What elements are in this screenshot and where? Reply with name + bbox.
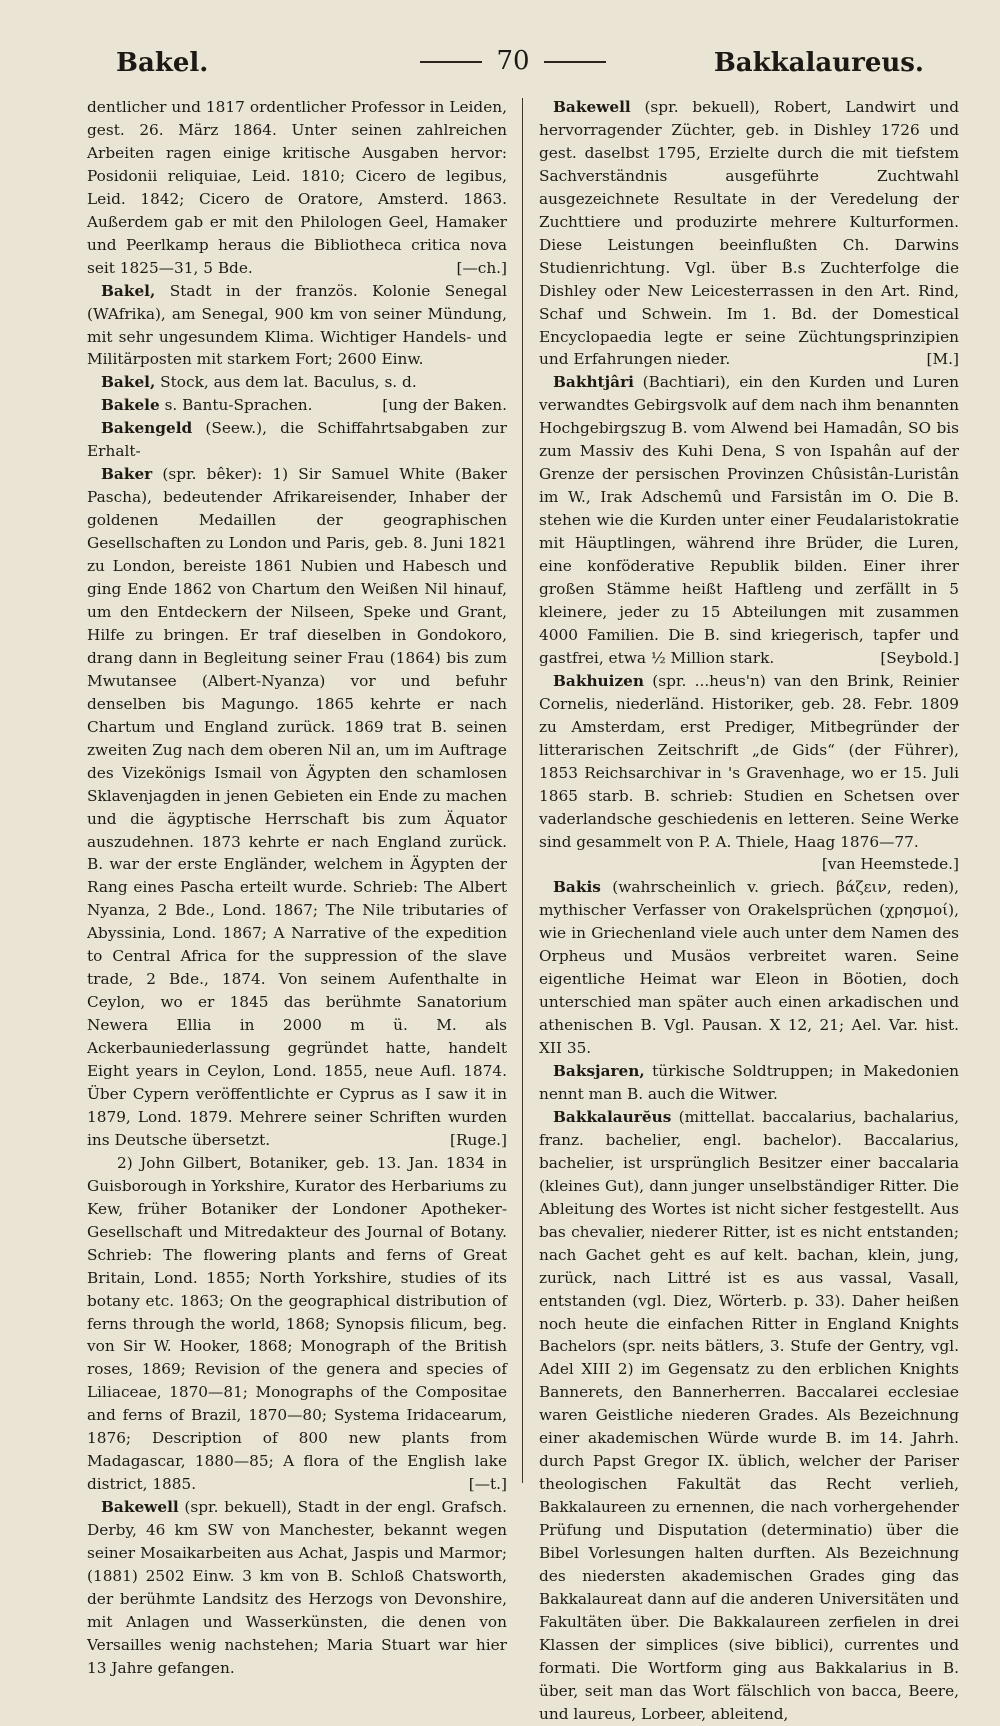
entry-text: türkische Soldtruppen; in Makedonien nennt man B. auch die Witwer. (539, 1062, 959, 1103)
entry-headword: Bakewell (553, 98, 631, 116)
entry-paragraph (87, 394, 507, 417)
entry-paragraph (87, 96, 507, 280)
entry-text: Stadt in der französ. Kolonie Senegal (WAfrika), am Senegal, 900 km von seiner Mündung, mit sehr ungesundem Klima. Wichtiger Handels- und Militärposten mit starkem Fort; 2600 Einw. (87, 281, 507, 369)
header-rule-right (544, 61, 606, 63)
entry-text: (Bachtiari), ein den Kurden und Luren verwandtes Gebirgsvolk auf dem nach ihm benannten Hochgebirgszug B. vom Alwend bei Hamadân, SO bis zum Massiv des Kuhi Dena, S von Ispahân auf der Grenze der persischen Provinzen Chûsistân-Luristân im W., Irak Adschemû und Farsistân im O. Die B. stehen wie die Kurden unter einer Feudalaristokratie mit Häuptlingen, während ihre Brüder, die Luren, eine konföderative Republik bilden. Einer ihrer großen Stämme heißt Haftleng und zerfällt in 5 kleinere, jeder zu 15 Abteilungen mit zusammen 4000 Familien. Die B. sind kriegerisch, tapfer und gastfrei, etwa ½ Million stark. (539, 373, 959, 667)
entry-paragraph (87, 371, 507, 394)
author-signature: [Seybold.] (880, 648, 959, 667)
author-signature: [van Heemstede.] (821, 855, 959, 874)
entry-headword: Baker (101, 465, 153, 484)
entry-paragraph (539, 1060, 959, 1106)
entry-text: 2) John Gilbert, Botaniker, geb. 13. Jan. 1834 in Guisborough in Yorkshire, Kurator des Herbariums zu Kew, früher Botaniker der Londoner Apotheker-Gesellschaft und Mitredakteur des Journal of Botany. Schrieb: The flowering plants and ferns of Great Britain, Lond. 1855; North Yorkshire, studies of its botany etc. 1863; On the geographical distribution of ferns through the world, 1868; Synopsis filicum, beg. von Sir W. Hooker, 1868; Monograph of the British roses, 1869; Revision of the genera and species of Liliaceae, 1870—81; Monographs of the Compositae and ferns of Brazil, 1870—80; Systema Iridacearum, 1876; Description of 800 new plants from Madagascar, 1880—85; A flora of the English lake district, 1885. (87, 1153, 507, 1494)
entry-headword: Bakkalaurĕus (553, 1107, 672, 1126)
column-divider (522, 98, 523, 1483)
entry-headword: Bakengeld (101, 419, 193, 438)
entry-paragraph (539, 876, 959, 1060)
entry-text: (wahrscheinlich v. griech. βάζειν, reden), mythischer Verfasser von Orakelsprüchen (χρησμοί), wie in Griechenland viele auch unter dem Namen des Orpheus und Musäos verbreitet waren. Seine eigentliche Heimat war Eleon in Böotien, doch unterschied man später auch einen arkadischen und athenischen B. Vgl. Pausan. X 12, 21; Ael. Var. hist. XII 35. (539, 878, 959, 1058)
entry-text: (mittellat. baccalarius, bachalarius, franz. bachelier, engl. bachelor). Baccalarius, bachelier, ist ursprünglich Besitzer einer baccalaria (kleines Gut), dann junger unselbständiger Ritter. Die Ableitung des Wortes ist nicht sicher festgestellt. Aus bas chevalier, niederer Ritter, ist es nicht entstanden; nach Gachet geht es auf kelt. bachan, klein, jung, zurück, nach Littré ist es aus vassal, Vasall, entstanden (vgl. Diez, Wörterb. p. 33). Daher heißen noch heute die einfachen Ritter in England Knights Bachelors (spr. neits bätlers, 3. Stufe der Gentry, vgl. Adel XIII 2) im Gegensatz zu den erblichen Knights Bannerets, den Bannerherren. Baccalarei ecclesiae waren Geistliche niederen Grades. Als Bezeichnung einer akademischen Würde wurde B. im 14. Jahrh. durch Papst Gregor IX. üblich, welcher der Pariser theologischen Fakultät das Recht verlieh, Bakkalaureen zu ernennen, die nach vorhergehender Prüfung und Disputation (determinatio) über die Bibel Vorlesungen halten durften. Als Bezeichnung des niedersten akademischen Grades ging das Bakkalaureat dann auf die anderen Universitäten und Fakultäten über. Die Bakkalaureen zerfielen in drei Klassen der simplices (sive biblici), currentes und formati. Die Wortform ging aus Bakkalarius in B. über, seit man das Wort fälschlich von bacca, Beere, und laureus, Lorbeer, ableitend, (539, 1107, 959, 1723)
header-left-word: Bakel. (116, 48, 209, 78)
entry-text: Stock, aus dem lat. Baculus, s. d. (155, 373, 417, 392)
entry-headword: Bakele (101, 396, 160, 415)
page-number: 70 (496, 46, 530, 76)
entry-text: (spr. bêker): 1) Sir Samuel White (Baker Pascha), bedeutender Afrikareisender, Inhaber der goldenen Medaillen der geographischen Gesellschaften zu London und Paris, geb. 8. Juni 1821 zu London, bereiste 1861 Nubien und Habesch und ging Ende 1862 von Chartum den Weißen Nil hinauf, um den Entdeckern der Nilseen, Speke und Grant, Hilfe zu bringen. Er traf dieselben in Gondokoro, drang dann in Begleitung seiner Frau (1864) bis zum Mwutansee (Albert-Nyanza) vor und befuhr denselben bis Magungo. 1865 kehrte er nach Chartum und England zurück. 1869 trat B. seinen zweiten Zug nach dem oberen Nil an, um im Auftrage des Vizekönigs Ismail von Ägypten den schamlosen Sklavenjagden in jenen Gebieten ein Ende zu machen und die ägyptische Herrschaft bis zum Äquator auszudehnen. 1873 kehrte er nach England zurück. B. war der erste Engländer, welchem in Ägypten der Rang eines Pascha erteilt wurde. Schrieb: The Albert Nyanza, 2 Bde., Lond. 1867; The Nile tributaries of Abyssinia, Lond. 1867; A Narrative of the expedition to Central Africa for the suppression of the slave trade, 2 Bde., 1874. Von seinem Aufenthalte in Ceylon, wo er 1845 das berühmte Sanatorium Newera Ellia in 2000 m ü. M. als Ackerbauniederlassung gegründet hatte, handelt Eight years in Ceylon, Lond. 1855, neue Aufl. 1874. Über Cypern veröffentlichte er Cyprus as I saw it in 1879, Lond. 1879. Mehrere seiner Schriften wurden ins Deutsche übersetzt. (87, 465, 507, 1149)
entry-text: (spr. ...heus'n) van den Brink, Reinier Cornelis, niederländ. Historiker, geb. 28. Febr. 1809 zu Amsterdam, erst Prediger, Mitbegründer der litterarischen Zeitschrift „de Gids“ (der Führer), 1853 Reichsarchivar in 's Gravenhage, wo er 15. Juli 1865 starb. B. schrieb: Studien en Schetsen over vaderlandsche geschiedenis en letteren. Seine Werke sind gesammelt von P. A. Thiele, Haag 1876—77. (539, 671, 959, 851)
entry-text: (spr. bekuell), Stadt in der engl. Grafsch. Derby, 46 km SW von Manchester, bekannt wegen seiner Mosaikarbeiten aus Achat, Jaspis und Marmor; (1881) 2502 Einw. 3 km von B. Schloß Chatsworth, der berühmte Landsitz des Herzogs von Devonshire, mit Anlagen und Wasserkünsten, die denen von Versailles wenig nachstehen; Maria Stuart war hier 13 Jahre gefangen. (87, 1498, 507, 1677)
entry-headword: Bakhtjâri (553, 373, 634, 392)
entry-paragraph (87, 463, 507, 1152)
entry-text: s. Bantu-Sprachen. (159, 396, 313, 415)
entry-text: dentlicher und 1817 ordentlicher Professor in Leiden, gest. 26. März 1864. Unter seinen zahlreichen Arbeiten ragen einige kritische Ausgaben hervor: Posidonii reliquiae, Leid. 1810; Cicero de legibus, Leid. 1842; Cicero de Oratore, Amsterd. 1863. Außerdem gab er mit den Philologen Geel, Hamaker und Peerlkamp heraus die Bibliotheca critica nova seit 1825—31, 5 Bde. (87, 98, 507, 277)
right-column (539, 96, 959, 1726)
entry-paragraph (539, 96, 959, 371)
entry-paragraph (87, 1152, 507, 1496)
header-right-word: Bakkalaureus. (713, 48, 924, 78)
entry-headword: Bakel, (101, 281, 156, 300)
entry-paragraph (539, 371, 959, 669)
entry-headword: Bakewell (101, 1498, 179, 1517)
entry-headword: Baksjaren, (553, 1062, 645, 1081)
entry-text: (spr. bekuell), Robert, Landwirt und hervorragender Züchter, geb. in Dishley 1726 und gest. daselbst 1795, Erzielte durch die mit tiefstem Sachverständnis ausgeführte Zuchtwahl ausgezeichnete Resultate in der Veredelung der Zuchttiere und produzirte mehrere Kulturformen. Diese Leistungen beeinflußten Ch. Darwins Studienrichtung. Vgl. über B.s Zuchterfolge die Dishley oder New Leicesterrassen in den Art. Rind, Schaf und Schwein. Im 1. Bd. der Domestical Encyclopaedia legte er seine Züchtungsprinzipien und Erfahrungen nieder. (539, 98, 959, 369)
author-signature: [—ch.] (456, 258, 507, 277)
author-signature: [ung der Baken. (382, 396, 507, 415)
running-head (96, 44, 930, 94)
author-signature: [—t.] (468, 1475, 507, 1494)
entry-paragraph (87, 417, 507, 463)
header-rule-left (420, 61, 482, 63)
entry-paragraph (539, 1106, 959, 1726)
entry-text: (Seew.), die Schiffahrtsabgaben zur Erhalt- (87, 419, 507, 461)
entry-paragraph (87, 280, 507, 372)
left-column (87, 96, 507, 1680)
entry-paragraph (87, 1496, 507, 1680)
entry-headword: Bakhuizen (553, 671, 645, 690)
entry-headword: Bakis (553, 878, 601, 897)
entry-paragraph (539, 670, 959, 877)
entry-headword: Bakel, (101, 373, 156, 392)
author-signature: [M.] (926, 350, 959, 369)
author-signature: [Ruge.] (449, 1130, 507, 1149)
